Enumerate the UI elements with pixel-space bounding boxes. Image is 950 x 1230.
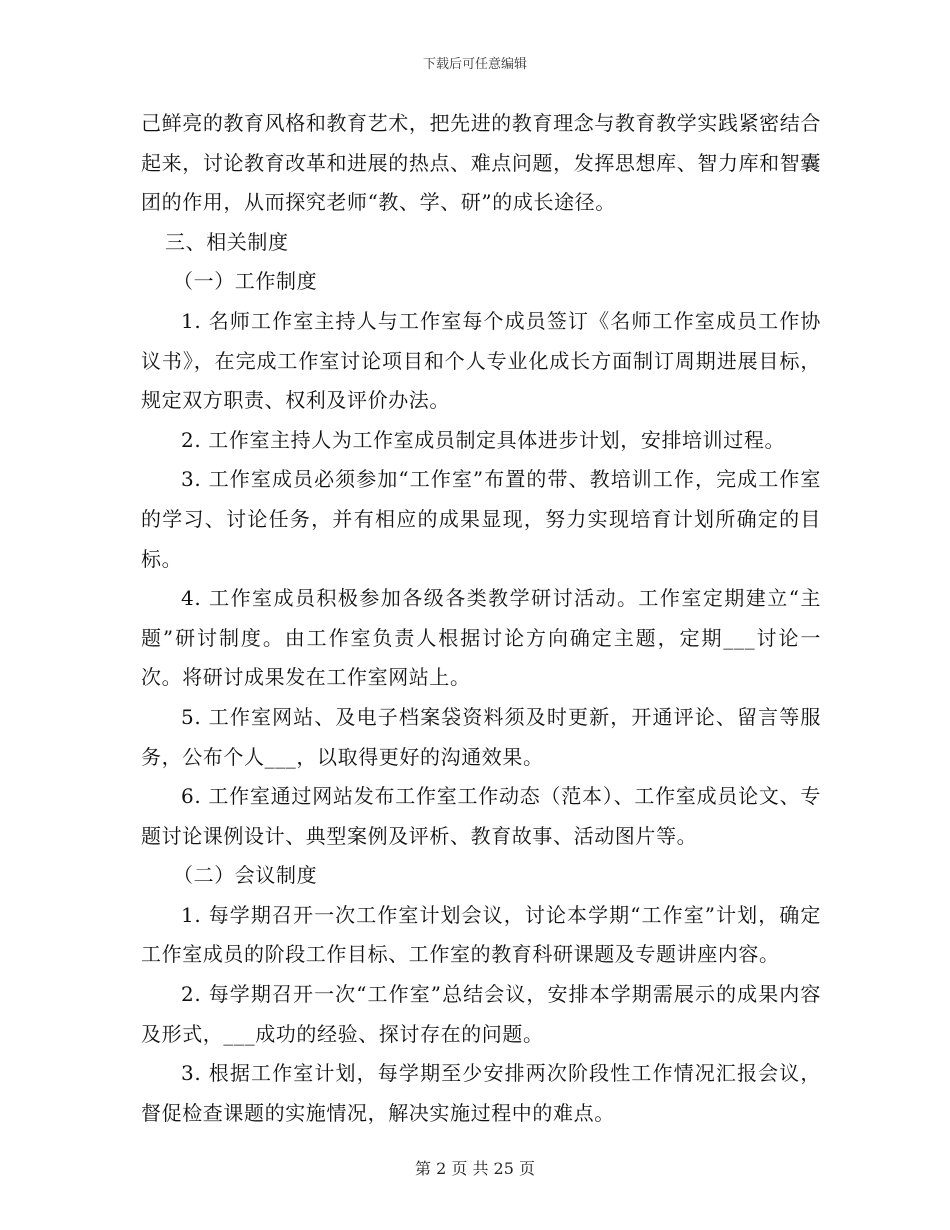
meeting-system-item-1: 1. 每学期召开一次工作室计划会议，讨论本学期“工作室”计划，确定工作室成员的阶段工作目标、工作室的教育科研课题及专题讲座内容。 xyxy=(141,902,821,967)
work-system-item-2: 2. 工作室主持人为工作室成员制定具体进步计划，安排培训过程。 xyxy=(181,427,786,452)
work-system-item-5: 5. 工作室网站、及电子档案袋资料须及时更新，开通评论、留言等服务，公布个人___，以取得更好的沟通效果。 xyxy=(141,704,821,769)
page-footer: 第 2 页 共 25 页 xyxy=(415,1159,535,1178)
meeting-system-item-3: 3. 根据工作室计划，每学期至少安排两次阶段性工作情况汇报会议，督促检查课题的实施情况，解决实施过程中的难点。 xyxy=(141,1061,821,1125)
work-system-item-1: 1. 名师工作室主持人与工作室每个成员签订《名师工作室成员工作协议书》，在完成工作室讨论项目和个人专业化成长方面制订周期进展目标，规定双方职责、权利及评价办法。 xyxy=(141,308,821,413)
section-heading-related-systems: 三、相关制度 xyxy=(165,229,289,254)
page-header: 下载后可任意编辑 xyxy=(422,57,527,72)
document-body xyxy=(141,104,821,1133)
meeting-system-item-2: 2. 每学期召开一次“工作室”总结会议，安排本学期需展示的成果内容及形式，___成功的经验、探讨存在的问题。 xyxy=(141,982,821,1046)
work-system-item-3: 3. 工作室成员必须参加“工作室”布置的带、教培训工作，完成工作室的学习、讨论任务，并有相应的成果显现，努力实现培育计划所确定的目标。 xyxy=(141,467,821,571)
subsection-heading-work-system: （一）工作制度 xyxy=(173,269,318,294)
work-system-item-6: 6. 工作室通过网站发布工作室工作动态（范本）、工作室成员论文、专题讨论课例设计、典型案例及评析、教育故事、活动图片等。 xyxy=(141,784,821,848)
work-system-item-4: 4. 工作室成员积极参加各级各类教学研讨活动。工作室定期建立“主题”研讨制度。由工作室负责人根据讨论方向确定主题，定期___讨论一次。将研讨成果发在工作室网站上。 xyxy=(141,586,821,690)
subsection-heading-meeting-system: （二）会议制度 xyxy=(173,863,318,888)
paragraph-continued: 己鲜亮的教育风格和教育艺术，把先进的教育理念与教育教学实践紧密结合起来，讨论教育改革和进展的热点、难点问题，发挥思想库、智力库和智囊团的作用，从而探究老师“教、学、研”的成长途径。 xyxy=(141,111,821,215)
